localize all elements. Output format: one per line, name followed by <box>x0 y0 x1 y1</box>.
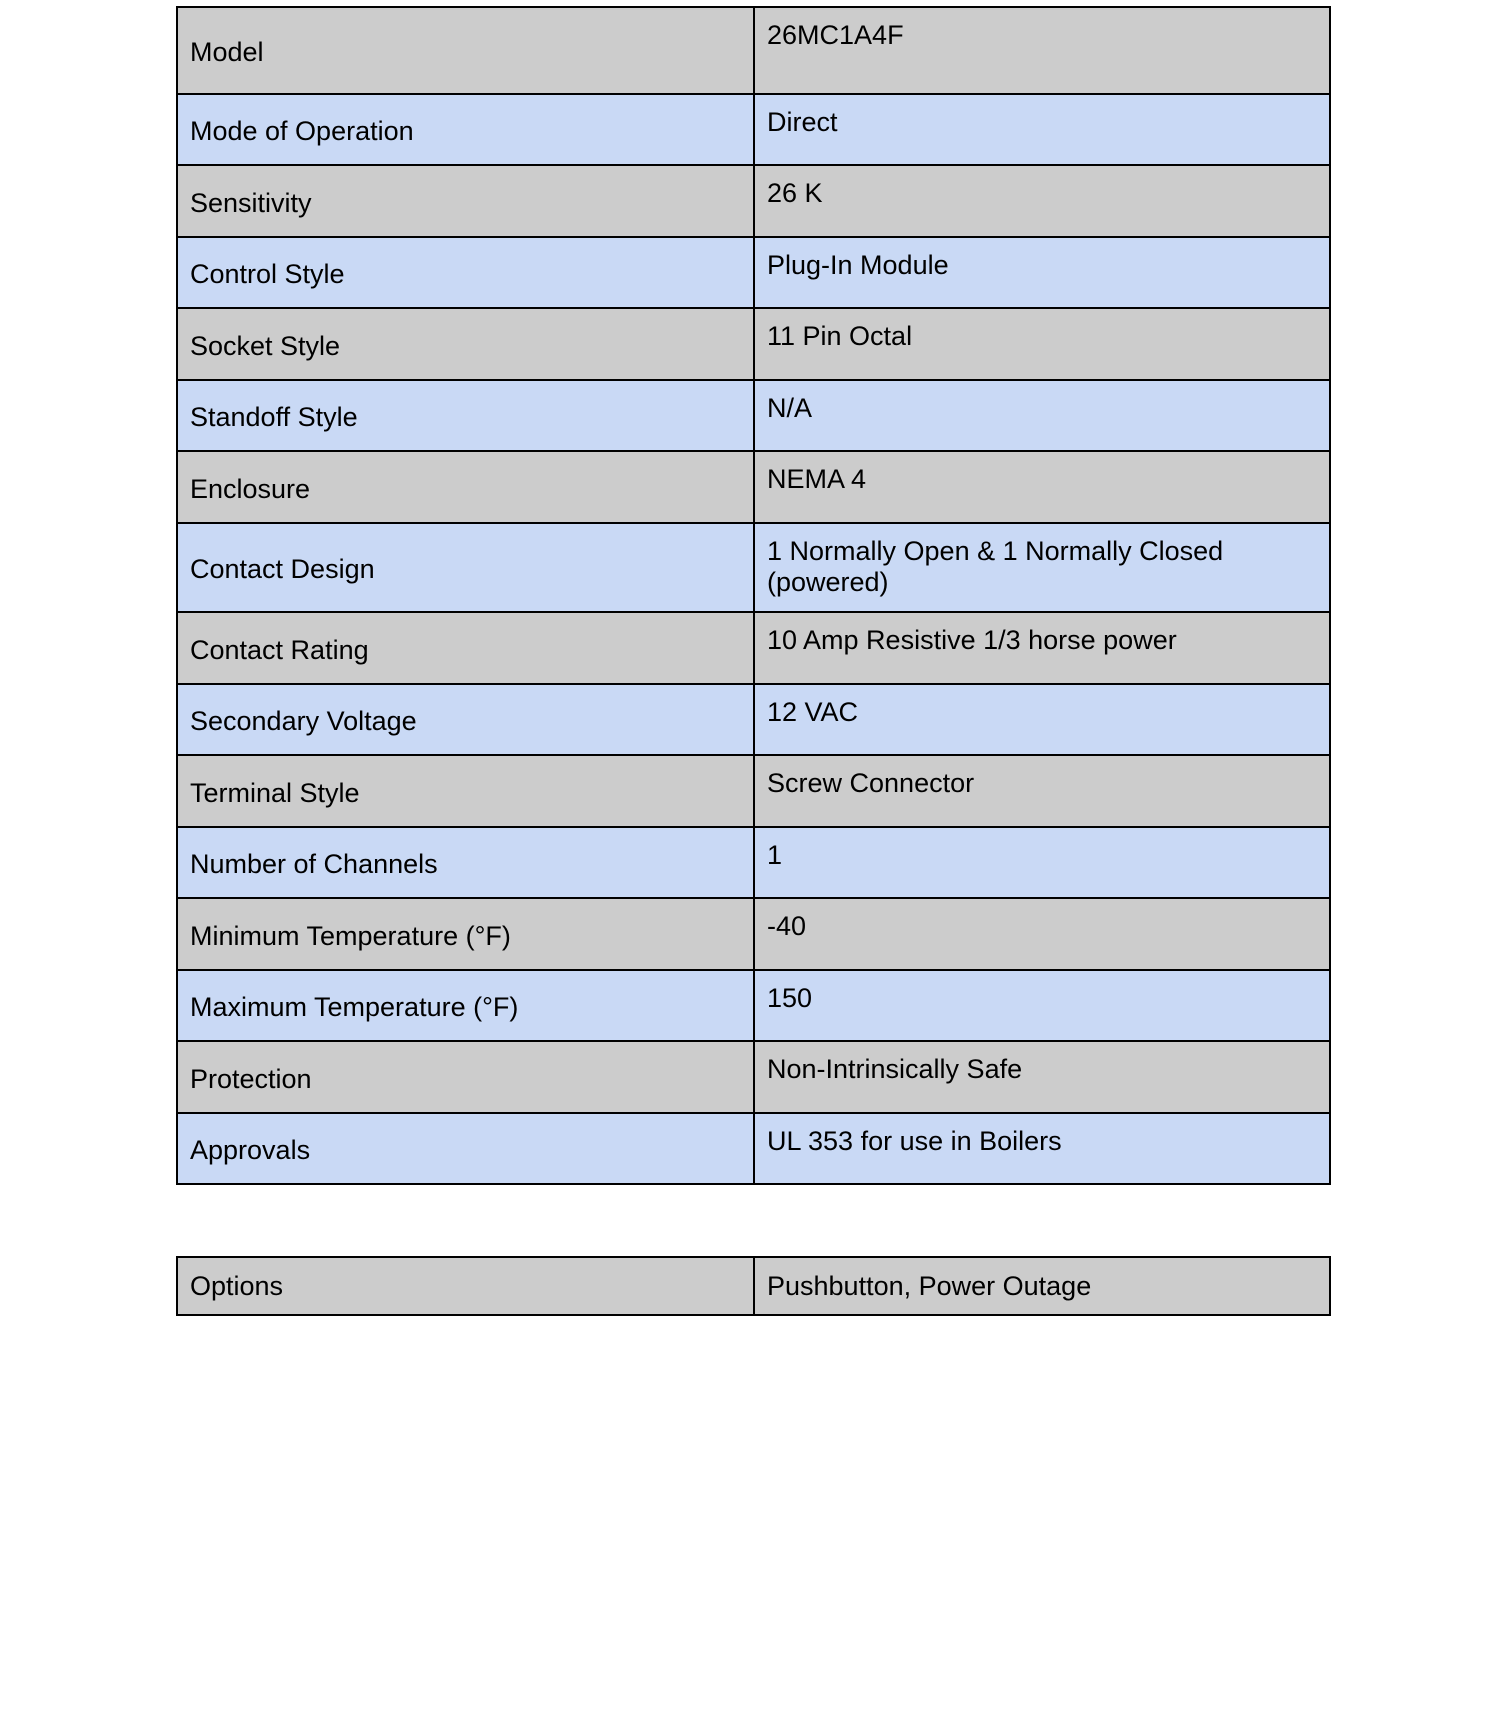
spec-label: Secondary Voltage <box>177 684 754 755</box>
spec-row-contact-design <box>177 523 1330 612</box>
spec-row-approvals <box>177 1113 1330 1184</box>
spec-row-sensitivity <box>177 165 1330 237</box>
spec-row-secondary-voltage <box>177 684 1330 755</box>
spec-value: -40 <box>754 898 1330 970</box>
spec-value: N/A <box>754 380 1330 451</box>
spec-row-mode-of-operation <box>177 94 1330 165</box>
spec-row-socket-style <box>177 308 1330 380</box>
spec-row-model <box>177 7 1330 94</box>
spec-value: Non-Intrinsically Safe <box>754 1041 1330 1113</box>
spec-row-enclosure <box>177 451 1330 523</box>
specifications-table <box>176 6 1331 1185</box>
spec-value: Plug-In Module <box>754 237 1330 308</box>
spec-label: Standoff Style <box>177 380 754 451</box>
spec-row-control-style <box>177 237 1330 308</box>
spec-label: Number of Channels <box>177 827 754 898</box>
spec-label: Terminal Style <box>177 755 754 827</box>
spec-row-maximum-temperature <box>177 970 1330 1041</box>
options-value: Pushbutton, Power Outage <box>754 1257 1330 1315</box>
spec-label: Socket Style <box>177 308 754 380</box>
options-table <box>176 1256 1331 1316</box>
spec-value: 12 VAC <box>754 684 1330 755</box>
spec-label: Approvals <box>177 1113 754 1184</box>
spec-label: Maximum Temperature (°F) <box>177 970 754 1041</box>
options-label: Options <box>177 1257 754 1315</box>
spec-row-number-of-channels <box>177 827 1330 898</box>
spec-value: Screw Connector <box>754 755 1330 827</box>
spec-value: 150 <box>754 970 1330 1041</box>
spec-value: UL 353 for use in Boilers <box>754 1113 1330 1184</box>
spec-row-contact-rating <box>177 612 1330 684</box>
options-row <box>177 1257 1330 1315</box>
spec-label: Minimum Temperature (°F) <box>177 898 754 970</box>
spec-value: 1 Normally Open & 1 Normally Closed (powered) <box>754 523 1330 612</box>
spec-label: Enclosure <box>177 451 754 523</box>
spec-value: 10 Amp Resistive 1/3 horse power <box>754 612 1330 684</box>
spec-value: 11 Pin Octal <box>754 308 1330 380</box>
spec-label: Contact Rating <box>177 612 754 684</box>
spec-label: Model <box>177 7 754 94</box>
spec-label: Protection <box>177 1041 754 1113</box>
spec-row-terminal-style <box>177 755 1330 827</box>
spec-value: 26MC1A4F <box>754 7 1330 94</box>
spec-value: 1 <box>754 827 1330 898</box>
spec-value: Direct <box>754 94 1330 165</box>
spec-value: NEMA 4 <box>754 451 1330 523</box>
spec-row-protection <box>177 1041 1330 1113</box>
spec-row-minimum-temperature <box>177 898 1330 970</box>
spec-label: Sensitivity <box>177 165 754 237</box>
spec-label: Contact Design <box>177 523 754 612</box>
spec-row-standoff-style <box>177 380 1330 451</box>
spec-value: 26 K <box>754 165 1330 237</box>
spec-label: Control Style <box>177 237 754 308</box>
spec-label: Mode of Operation <box>177 94 754 165</box>
